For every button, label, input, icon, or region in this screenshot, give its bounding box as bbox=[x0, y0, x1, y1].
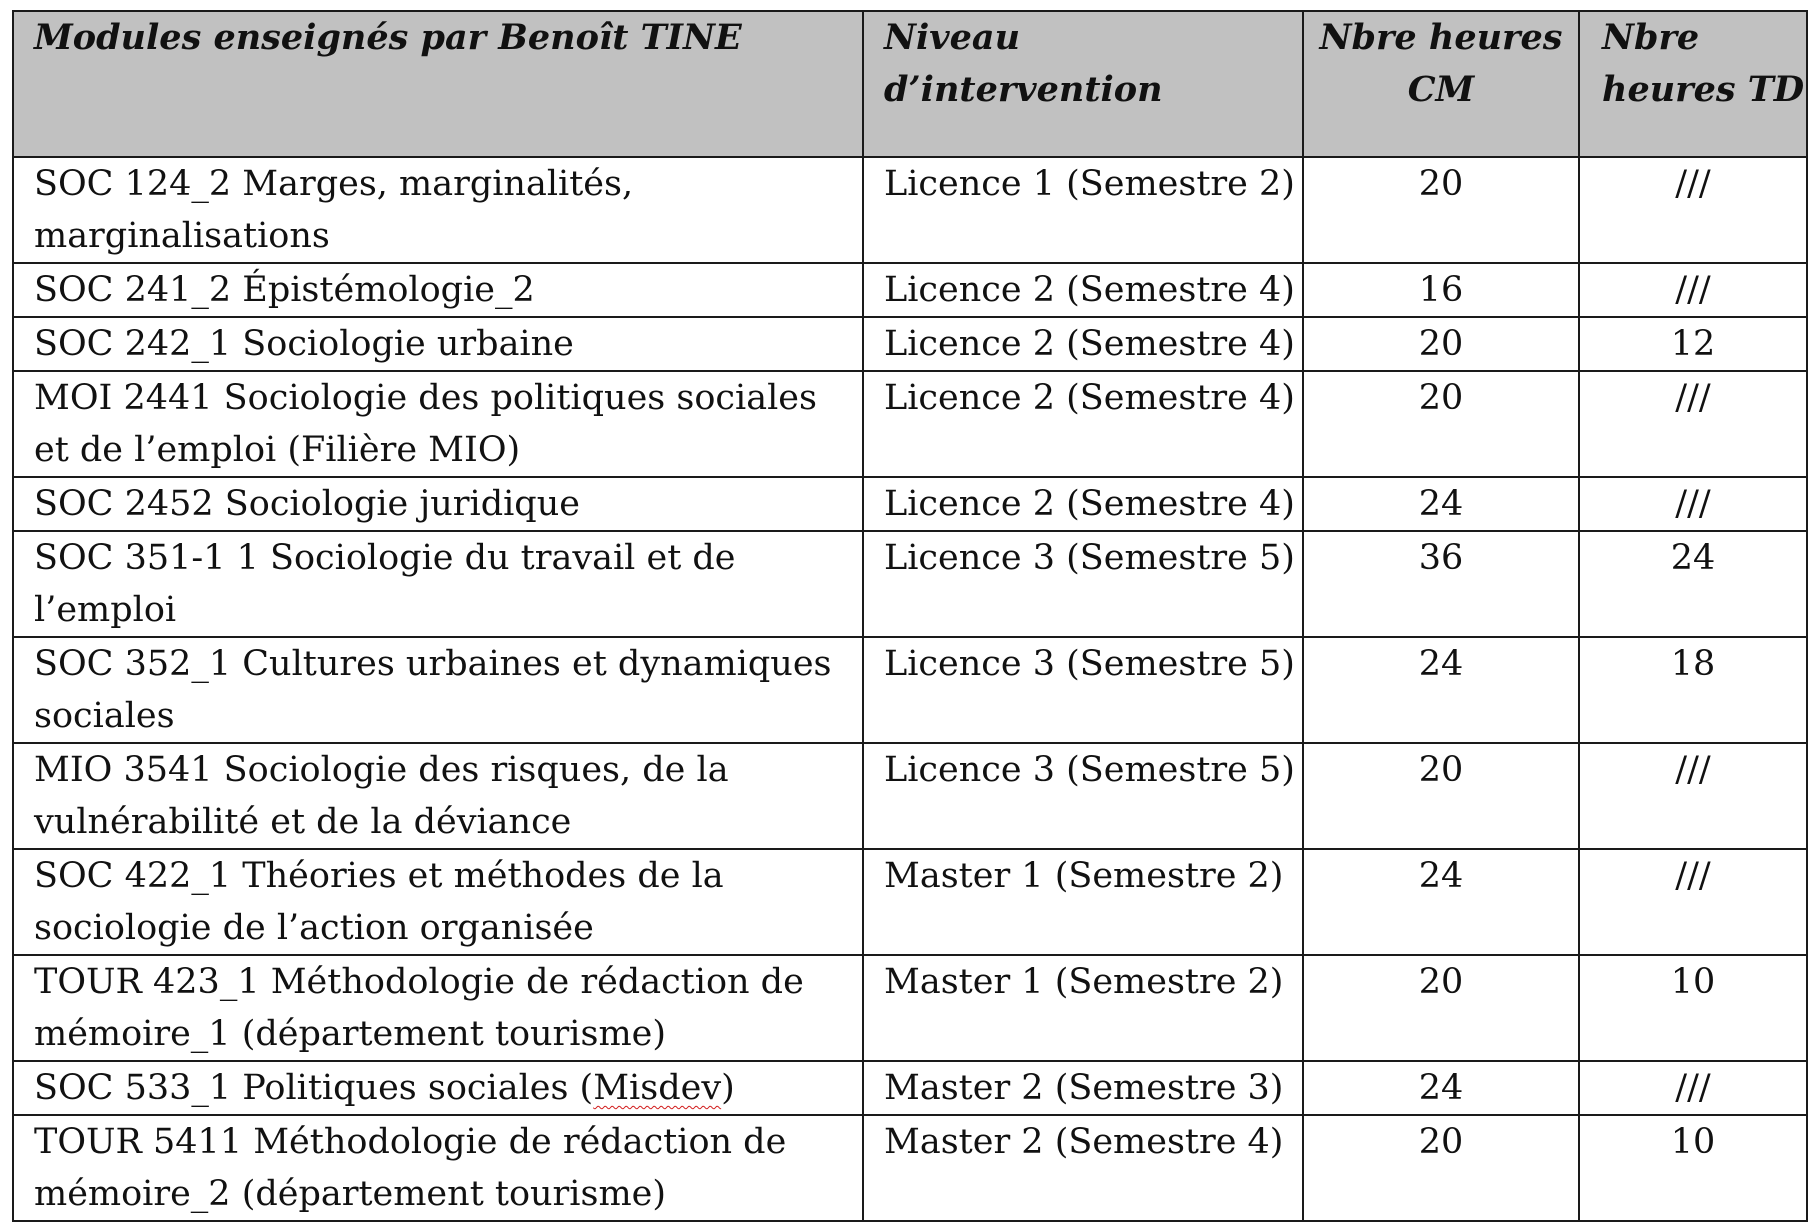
td-hours-cell: /// bbox=[1579, 157, 1807, 263]
td-hours-cell: /// bbox=[1579, 1061, 1807, 1115]
module-cell: SOC 241_2 Épistémologie_2 bbox=[13, 263, 863, 317]
cm-hours-cell: 20 bbox=[1303, 157, 1579, 263]
table-header-row bbox=[13, 11, 1807, 157]
module-cell: SOC 351-1 1 Sociologie du travail et de l’emploi bbox=[13, 531, 863, 637]
table-row bbox=[13, 477, 1807, 531]
modules-table bbox=[12, 10, 1808, 1222]
table-row bbox=[13, 1115, 1807, 1221]
module-cell: SOC 242_1 Sociologie urbaine bbox=[13, 317, 863, 371]
module-cell: TOUR 5411 Méthodologie de rédaction de mémoire_2 (département tourisme) bbox=[13, 1115, 863, 1221]
header-cm-hours: Nbre heures CM bbox=[1303, 11, 1579, 157]
td-hours-cell: /// bbox=[1579, 263, 1807, 317]
td-hours-cell: 18 bbox=[1579, 637, 1807, 743]
cm-hours-cell: 16 bbox=[1303, 263, 1579, 317]
level-cell: Licence 2 (Semestre 4) bbox=[863, 317, 1303, 371]
cm-hours-cell: 24 bbox=[1303, 1061, 1579, 1115]
module-cell: MIO 3541 Sociologie des risques, de la vulnérabilité et de la déviance bbox=[13, 743, 863, 849]
td-hours-cell: /// bbox=[1579, 477, 1807, 531]
td-hours-cell: /// bbox=[1579, 849, 1807, 955]
header-level: Niveau d’intervention bbox=[863, 11, 1303, 157]
table-row bbox=[13, 317, 1807, 371]
level-cell: Master 2 (Semestre 3) bbox=[863, 1061, 1303, 1115]
module-text-prefix: SOC 533_1 Politiques sociales ( bbox=[34, 1068, 594, 1108]
cm-hours-cell: 20 bbox=[1303, 1115, 1579, 1221]
header-module: Modules enseignés par Benoît TINE bbox=[13, 11, 863, 157]
module-cell bbox=[13, 1061, 863, 1115]
cm-hours-cell: 24 bbox=[1303, 477, 1579, 531]
module-cell: SOC 2452 Sociologie juridique bbox=[13, 477, 863, 531]
level-cell: Licence 2 (Semestre 4) bbox=[863, 477, 1303, 531]
table-row bbox=[13, 371, 1807, 477]
module-cell: SOC 352_1 Cultures urbaines et dynamiques sociales bbox=[13, 637, 863, 743]
level-cell: Licence 2 (Semestre 4) bbox=[863, 263, 1303, 317]
spellcheck-flagged-word: Misdev bbox=[593, 1068, 722, 1108]
table-row bbox=[13, 849, 1807, 955]
module-cell: SOC 422_1 Théories et méthodes de la sociologie de l’action organisée bbox=[13, 849, 863, 955]
cm-hours-cell: 20 bbox=[1303, 955, 1579, 1061]
document-page bbox=[12, 10, 1806, 1214]
table-row bbox=[13, 531, 1807, 637]
level-cell: Licence 3 (Semestre 5) bbox=[863, 637, 1303, 743]
cm-hours-cell: 20 bbox=[1303, 371, 1579, 477]
cm-hours-cell: 36 bbox=[1303, 531, 1579, 637]
cm-hours-cell: 24 bbox=[1303, 637, 1579, 743]
table-row bbox=[13, 637, 1807, 743]
module-cell: MOI 2441 Sociologie des politiques sociales et de l’emploi (Filière MIO) bbox=[13, 371, 863, 477]
level-cell: Licence 3 (Semestre 5) bbox=[863, 743, 1303, 849]
cm-hours-cell: 24 bbox=[1303, 849, 1579, 955]
module-text-suffix: ) bbox=[721, 1068, 735, 1108]
td-hours-cell: 12 bbox=[1579, 317, 1807, 371]
td-hours-cell: 10 bbox=[1579, 1115, 1807, 1221]
table-row bbox=[13, 955, 1807, 1061]
level-cell: Master 1 (Semestre 2) bbox=[863, 849, 1303, 955]
cm-hours-cell: 20 bbox=[1303, 743, 1579, 849]
module-cell: SOC 124_2 Marges, marginalités, marginalisations bbox=[13, 157, 863, 263]
td-hours-cell: 24 bbox=[1579, 531, 1807, 637]
level-cell: Master 2 (Semestre 4) bbox=[863, 1115, 1303, 1221]
level-cell: Licence 3 (Semestre 5) bbox=[863, 531, 1303, 637]
level-cell: Licence 1 (Semestre 2) bbox=[863, 157, 1303, 263]
table-row bbox=[13, 157, 1807, 263]
td-hours-cell: 10 bbox=[1579, 955, 1807, 1061]
table-row bbox=[13, 743, 1807, 849]
header-td-hours: Nbre heures TD bbox=[1579, 11, 1807, 157]
td-hours-cell: /// bbox=[1579, 371, 1807, 477]
cm-hours-cell: 20 bbox=[1303, 317, 1579, 371]
td-hours-cell: /// bbox=[1579, 743, 1807, 849]
table-row bbox=[13, 1061, 1807, 1115]
module-cell: TOUR 423_1 Méthodologie de rédaction de mémoire_1 (département tourisme) bbox=[13, 955, 863, 1061]
table-row bbox=[13, 263, 1807, 317]
level-cell: Master 1 (Semestre 2) bbox=[863, 955, 1303, 1061]
level-cell: Licence 2 (Semestre 4) bbox=[863, 371, 1303, 477]
